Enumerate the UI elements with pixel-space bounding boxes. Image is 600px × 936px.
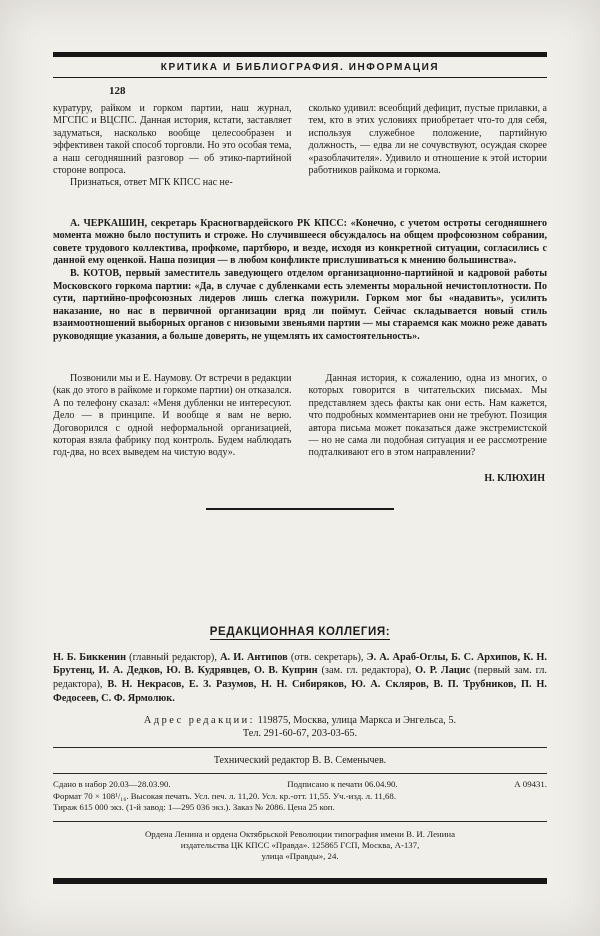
officials-quotes-block: [53, 218, 547, 343]
paragraph: Позвонили мы и Е. Наумову. От встречи в редакции (как до этого в райкоме и горкоме партии) он отказался. А по телефону сказал: «Меня дубленки не интересуют. Дело — в принципе. И вообще я вам не верю. Договорился с одной неформальной организацией, которая взяла фабрику под контроль. Будем наблюдать год-два, но всех выведем на чистую воду».: [53, 372, 292, 459]
right-column: [309, 373, 548, 484]
left-column: [53, 103, 292, 190]
address-line: [53, 714, 547, 727]
article-columns-top: [53, 103, 547, 190]
page-number: 128: [109, 85, 126, 97]
phone-line: Тел. 291-60-67, 203-03-65.: [242, 728, 358, 740]
paragraph: сколько удивил: всеобщий дефицит, пустые прилавки, а тем, кто в этих условиях приобретает что-то для себя, используя служебное положение, партийную должность, — едва ли не сочувствуют, осуждая скорее «разоблачителя». Удивило и отношение к этой истории работников райкома и горкома.: [308, 103, 547, 177]
editorial-address-block: [53, 714, 547, 740]
running-head: КРИТИКА И БИБЛИОГРАФИЯ. ИНФОРМАЦИЯ: [160, 62, 440, 73]
article-columns-bottom: [53, 373, 547, 484]
quote-cherkashin: А. ЧЕРКАШИН, секретарь Красногвардейского РК КПСС: «Конечно, с учетом остроты сегодняшнего момента можно было поступить и строже. Но случившееся обсуждалось на общем профсоюзном собрании, совете трудового коллектива, профкоме, партбюро, и везде, исходя из конкретной ситуации, согласились с данной ему оценкой. Наша позиция — в любом конфликте прислушиваться к мнению большинства».: [53, 217, 547, 267]
section-divider: [206, 508, 394, 510]
bottom-rule-bar: [53, 878, 547, 884]
right-column: [309, 103, 548, 190]
separator-rule: [53, 747, 547, 748]
page-content: [53, 0, 547, 884]
imprint-code: А 09431.: [514, 779, 547, 790]
imprint-dates-row: [53, 779, 547, 791]
printing-house-line: издательства ЦК КПСС «Правда». 125865 ГСП, Москва, А-137,: [180, 839, 420, 850]
imprint-submitted: Сдано в набор 20.03—28.03.90.: [53, 779, 171, 790]
running-head-rule: [53, 77, 547, 78]
paragraph: Признаться, ответ МГК КПСС нас не-: [70, 177, 233, 189]
imprint-block: [53, 779, 547, 814]
author-signature: Н. КЛЮХИН: [484, 472, 545, 484]
quote-kotov: В. КОТОВ, первый заместитель заведующего отделом организационно-партийной и кадровой работы Московского горкома партии: «Да, в случае с дубленками есть элементы моральной нечистоплотности. По сути, партийно-профсоюзных лидеров лишь слегка пожурили. Горком мог бы «надавить», усилить наказание, но нас в первичной организации вряд ли поймут. Сейчас складывается новый стиль взаимоотношений выборных органов с низовыми звеньями партии — мы стараемся как можно реже давать руководящие указания, а больше доверять, не ущемлять их самостоятельность».: [53, 268, 547, 342]
editorial-board-title: РЕДАКЦИОННАЯ КОЛЛЕГИЯ:: [209, 625, 391, 638]
imprint-format-row: Формат 70 × 108¹/₁₆. Высокая печать. Усл. печ. л. 11,20. Усл. кр.-отт. 11,55. Уч.-изд. л. 11,68.: [53, 790, 397, 801]
editorial-board-title-row: [53, 622, 547, 640]
left-column: [53, 373, 292, 484]
paragraph: куратуру, райком и горком партии, наш журнал, МГСПС и ВЦСПС. Данная история, кстати, заставляет задуматься, насколько вообще целесообразен и эффективен такой способ торговли. Но это особая тема, а наш сегодняшний разговор — об этико-партийной стороне вопроса.: [53, 103, 292, 177]
separator-rule: [53, 773, 547, 774]
paragraph: Данная история, к сожалению, одна из многих, о которых говорится в читательских письмах. Мы представляем здесь факты как они есть. Нам кажется, что подробных комментариев они не требуют. Позиция автора письма может показаться даже экстремистской — но не сама ли подобная ситуация и ее рассмотрение подталкивают его в этом направлении?: [308, 372, 547, 459]
editorial-board-list: Н. Б. Биккенин (главный редактор), А. И. Антипов (отв. секретарь), Э. А. Араб-Оглы, Б. С. Архипов, К. Н. Брутенц, И. А. Дедков, Ю. В. Кудрявцев, О. В. Куприн (зам. гл. редактора), О. Р. Лацис (первый зам. гл. редактора), В. Н. Некрасов, Е. З. Разумов, Н. Н. Сибиряков, Ю. А. Скляров, В. П. Трубников, П. Н. Федосеев, С. Ф. Ярмолюк.: [53, 651, 547, 704]
address-text: 119875, Москва, улица Маркса и Энгельса, 5.: [257, 715, 457, 727]
imprint-printrun-row: Тираж 615 000 экз. (1-й завод: 1—295 036 экз.). Заказ № 2086. Цена 25 коп.: [53, 802, 335, 813]
printing-house-line: улица «Правды», 24.: [261, 850, 339, 861]
printing-house-block: [53, 829, 547, 862]
imprint-signed: Подписано к печати 06.04.90.: [287, 779, 398, 790]
separator-rule: [53, 821, 547, 822]
address-label: Адрес редакции:: [143, 715, 256, 727]
printing-house-line: Ордена Ленина и ордена Октябрьской Революции типография имени В. И. Ленина: [144, 828, 456, 839]
technical-editor-line: Технический редактор В. В. Семенычев.: [213, 755, 387, 767]
